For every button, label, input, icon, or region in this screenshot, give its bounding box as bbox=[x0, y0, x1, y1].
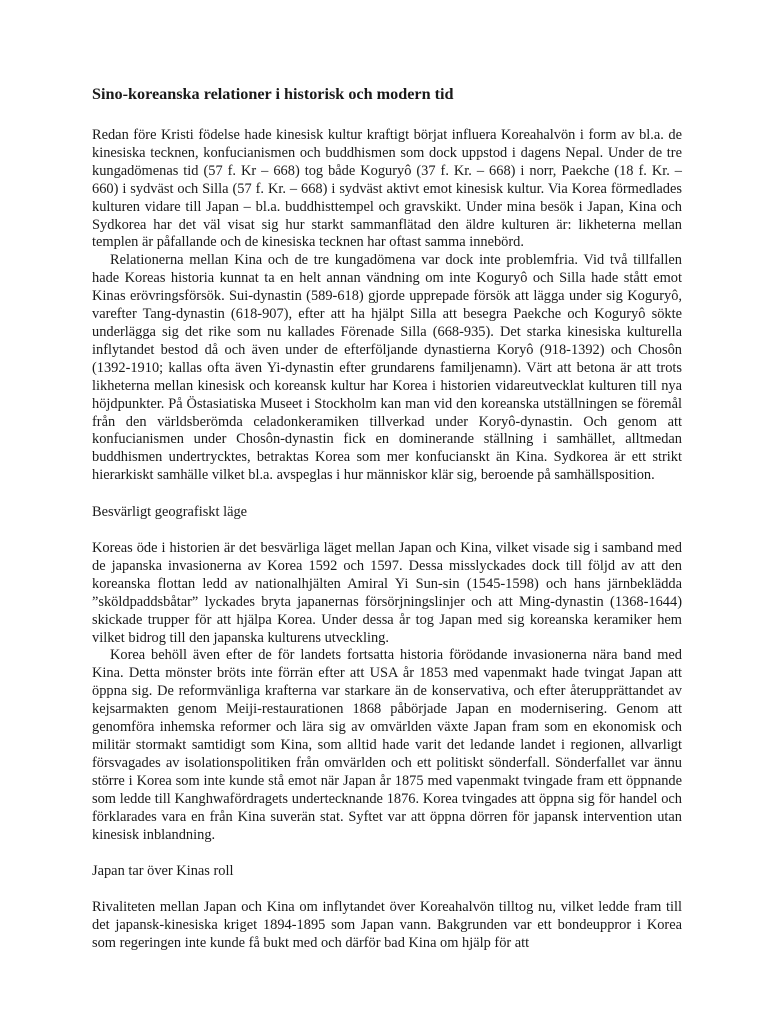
section-heading: Besvärligt geografiskt läge bbox=[92, 504, 248, 521]
document-title: Sino-koreanska relationer i historisk och modern tid bbox=[92, 85, 454, 103]
paragraph: Rivaliteten mellan Japan och Kina om inflytandet över Koreahalvön tilltog nu, vilket ledde fram till det japansk-kinesiska kriget 1894-1895 som Japan vann. Bakgrunden var ett bondeuppror i Korea som regeringen inte kunde få bukt med och därför bad Kina om hjälp för att bbox=[92, 899, 682, 952]
paragraph: Koreas öde i historien är det besvärliga läget mellan Japan och Kina, vilket visade sig i samband med de japanska invasionerna av Korea 1592 och 1597. Dessa misslyckades dock till följd av att den koreanska flottan ledd av nationalhjälten Amiral Yi Sun-sin (1545-1598) och hans järnbeklädda ”sköldpaddsbåtar” lyckades bryta japanernas försörjningslinjer och att Ming-dynastin (1368-1644) skickade trupper för att hjälpa Korea. Under dessa år tog Japan med sig koreanska keramiker hem vilket bidrog till den japanska kulturens utveckling. bbox=[92, 540, 682, 646]
paragraph: Relationerna mellan Kina och de tre kungadömena var dock inte problemfria. Vid två tillfallen hade Koreas historia kunnat ta en helt annan vändning om inte Koguryô och Silla hade stått emot Kinas erövringsförsök. Sui-dynastin (589-618) gjorde upprepade försök att lägga under sig Koguryô, varefter Tang-dynastin (618-907), efter att ha hjälpt Silla att besegra Paekche och Koguryô sökte underlägga sig det rike som nu kallades Förenade Silla (668-935). Det starka kinesiska kulturella inflytandet bestod då och även under de efterföljande dynastierna Koryô (918-1392) och Chosôn (1392-1910; kallas ofta även Yi-dynastin efter grundarens familjenamn). Värt att betona är att trots likheterna mellan kinesisk och koreansk kultur har Korea i historien vidareutvecklat kulturen till nya höjdpunkter. På Östasiatiska Museet i Stockholm kan man vid den koreanska utställningen se föremål från den världsberömda celadonkeramiken tillverkad under Koryô-dynastin. Och genom att konfucianismen under Chosôn-dynastin fick en dominerande ställning i samhället, alltmedan buddhismen undertrycktes, betraktas Korea som mer konfucianskt än Kina. Sydkorea är ett strikt hierarkiskt samhälle vilket bl.a. avspeglas i hur människor klär sig, beroende på samhällsposition. bbox=[92, 252, 682, 484]
paragraph: Redan före Kristi födelse hade kinesisk kultur kraftigt börjat influera Koreahalvön i form av bl.a. de kinesiska tecknen, konfucianismen och buddhismen som dock uppstod i dagens Nepal. Under de tre kungadömenas tid (57 f. Kr – 668) tog både Koguryô (37 f. Kr. – 668) i norr, Paekche (18 f. Kr. – 660) i sydväst och Silla (57 f. Kr. – 668) i sydväst aktivt emot kinesisk kultur. Via Korea förmedlades kulturen vidare till Japan – bl.a. buddhisttempel och gravskikt. Under mina besök i Japan, Kina och Sydkorea har det väl visat sig hur starkt sammanflätad den äldre kulturen är: likheterna mellan templen är påfallande och de kinesiska tecknen har oftast samma innebörd. bbox=[92, 127, 682, 251]
section-heading: Japan tar över Kinas roll bbox=[92, 863, 234, 880]
paragraph: Korea behöll även efter de för landets fortsatta historia förödande invasionerna nära band med Kina. Detta mönster bröts inte förrän efter att USA år 1853 med vapenmakt hade tvingat Japan att öppna sig. De reformvänliga krafterna var starkare än de konservativa, och efter återupprättandet av kejsarmakten genom Meiji-restaurationen 1868 påbörjade Japan en modernisering. Genom att genomföra inhemska reformer och lära sig av omvärlden växte Japan fram som en ekonomisk och militär stormakt samtidigt som Kina, som alltid hade varit det ledande landet i regionen, allvarligt försvagades av isolationspolitiken från omvärlden och ett politiskt sönderfall. Sönderfallet var ännu större i Korea som inte kunde stå emot när Japan år 1875 med vapenmakt tvingade fram ett öppnande som ledde till Kanghwafördragets undertecknande 1876. Korea tvingades att öppna sig för handel och förklarades vara en från Kina suverän stat. Syftet var att öppna dörren för japansk intervention utan kinesisk inblandning. bbox=[92, 647, 682, 843]
document-page bbox=[92, 84, 682, 953]
